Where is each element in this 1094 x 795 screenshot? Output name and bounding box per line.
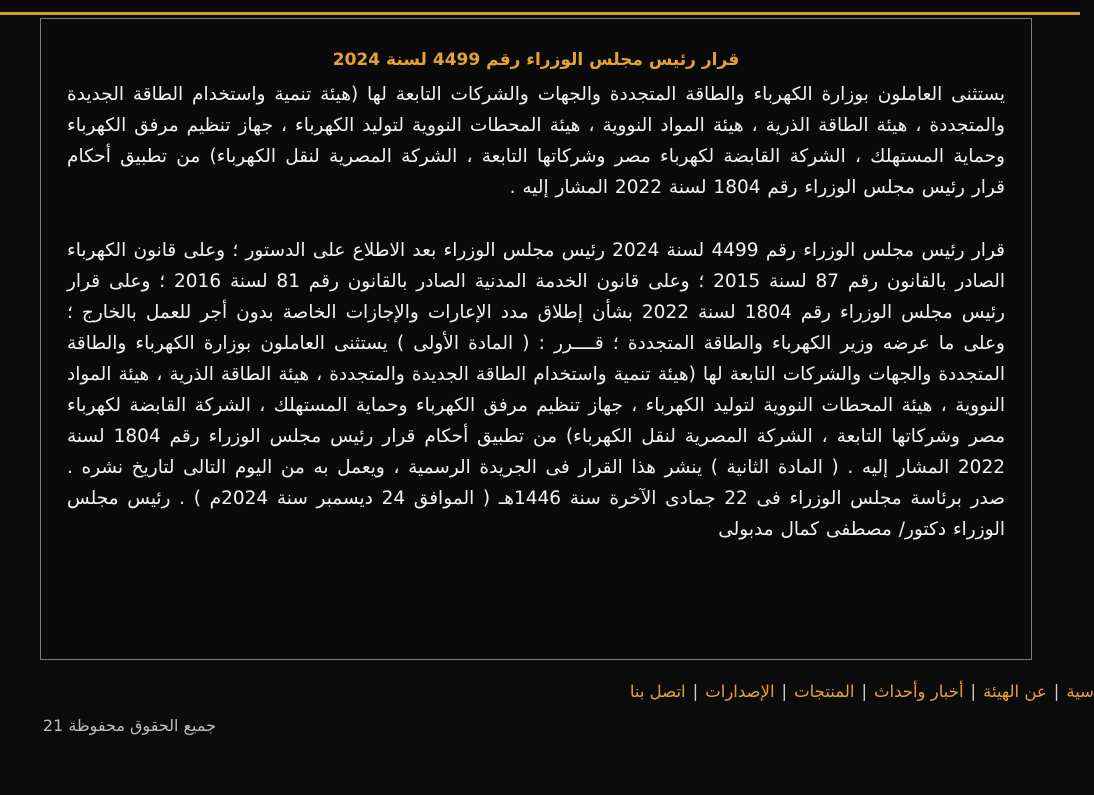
top-accent-line — [0, 12, 1080, 15]
top-bar — [0, 0, 1080, 12]
footer-link-news-events[interactable]: أخبار وأحداث — [874, 682, 964, 701]
footer-link-publications[interactable]: الإصدارات — [705, 682, 775, 701]
decree-summary-paragraph: يستثنى العاملون بوزارة الكهرباء والطاقة المتجددة والجهات والشركات التابعة لها (هيئة تنمية واستخدام الطاقة الجديدة والمتجددة ، هيئة الطاقة الذرية ، هيئة المواد النووية ، هيئة المحطات النووية لتوليد الكهرباء ، جهاز تنظيم مرفق الكهرباء وحماية المستهلك ، الشركة القابضة لكهرباء مصر وشركاتها التابعة ، الشركة المصرية لنقل الكهرباء) من تطبيق أحكام قرار رئيس مجلس الوزراء رقم 1804 لسنة 2022 المشار إليه . — [67, 84, 1005, 198]
footer-separator: | — [692, 682, 699, 701]
footer-separator: | — [1053, 682, 1060, 701]
footer-link-contact[interactable]: اتصل بنا — [629, 682, 686, 701]
footer-separator: | — [970, 682, 977, 701]
footer-link-about[interactable]: عن الهيئة — [983, 682, 1047, 701]
decree-full-text-paragraph: قرار رئيس مجلس الوزراء رقم 4499 لسنة 2024 رئيس مجلس الوزراء بعد الاطلاع على الدستور ؛ وعلى قانون الكهرباء الصادر بالقانون رقم 87 لسنة 2015 ؛ وعلى قانون الخدمة المدنية الصادر بالقانون رقم 81 لسنة 2016 ؛ وعلى قرار رئيس مجلس الوزراء رقم 1804 لسنة 2022 بشأن إطلاق مدد الإعارات والإجازات الخاصة بدون أجر للعمل بالخارج ؛ وعلى ما عرضه وزير الكهرباء والطاقة المتجددة ؛ قــــرر : ( المادة الأولى ) يستثنى العاملون بوزارة الكهرباء والطاقة المتجددة والجهات والشركات التابعة لها (هيئة تنمية واستخدام الطاقة الجديدة والمتجددة ، هيئة الطاقة الذرية ، هيئة المواد النووية ، هيئة المحطات النووية لتوليد الكهرباء ، جهاز تنظيم مرفق الكهرباء وحماية المستهلك ، الشركة القابضة لكهرباء مصر وشركاتها التابعة ، الشركة المصرية لنقل الكهرباء) من تطبيق أحكام قرار رئيس مجلس الوزراء رقم 1804 لسنة 2022 المشار إليه . ( المادة الثانية ) ينشر هذا القرار فى الجريدة الرسمية ، ويعمل به من اليوم التالى لتاريخ نشره . صدر برئاسة مجلس الوزراء فى 22 جمادى الآخرة سنة 1446هـ ( الموافق 24 ديسمبر سنة 2024م ) . رئيس مجلس الوزراء دكتور/ مصطفى كمال مدبولى — [67, 240, 1005, 540]
decree-title: قرار رئيس مجلس الوزراء رقم 4499 لسنة 2024 — [332, 50, 740, 70]
footer-nav-list — [630, 678, 1094, 706]
footer-separator: | — [781, 682, 788, 701]
footer-nav — [0, 678, 1094, 706]
footer-separator: | — [861, 682, 867, 701]
decree-content-box — [40, 18, 1032, 660]
footer-link-partial[interactable]: سية — [1066, 682, 1094, 701]
copyright-area — [0, 713, 222, 741]
footer-link-products[interactable]: المنتجات — [794, 682, 855, 701]
copyright-text: جميع الحقوق محفوظة 21 — [42, 716, 216, 735]
